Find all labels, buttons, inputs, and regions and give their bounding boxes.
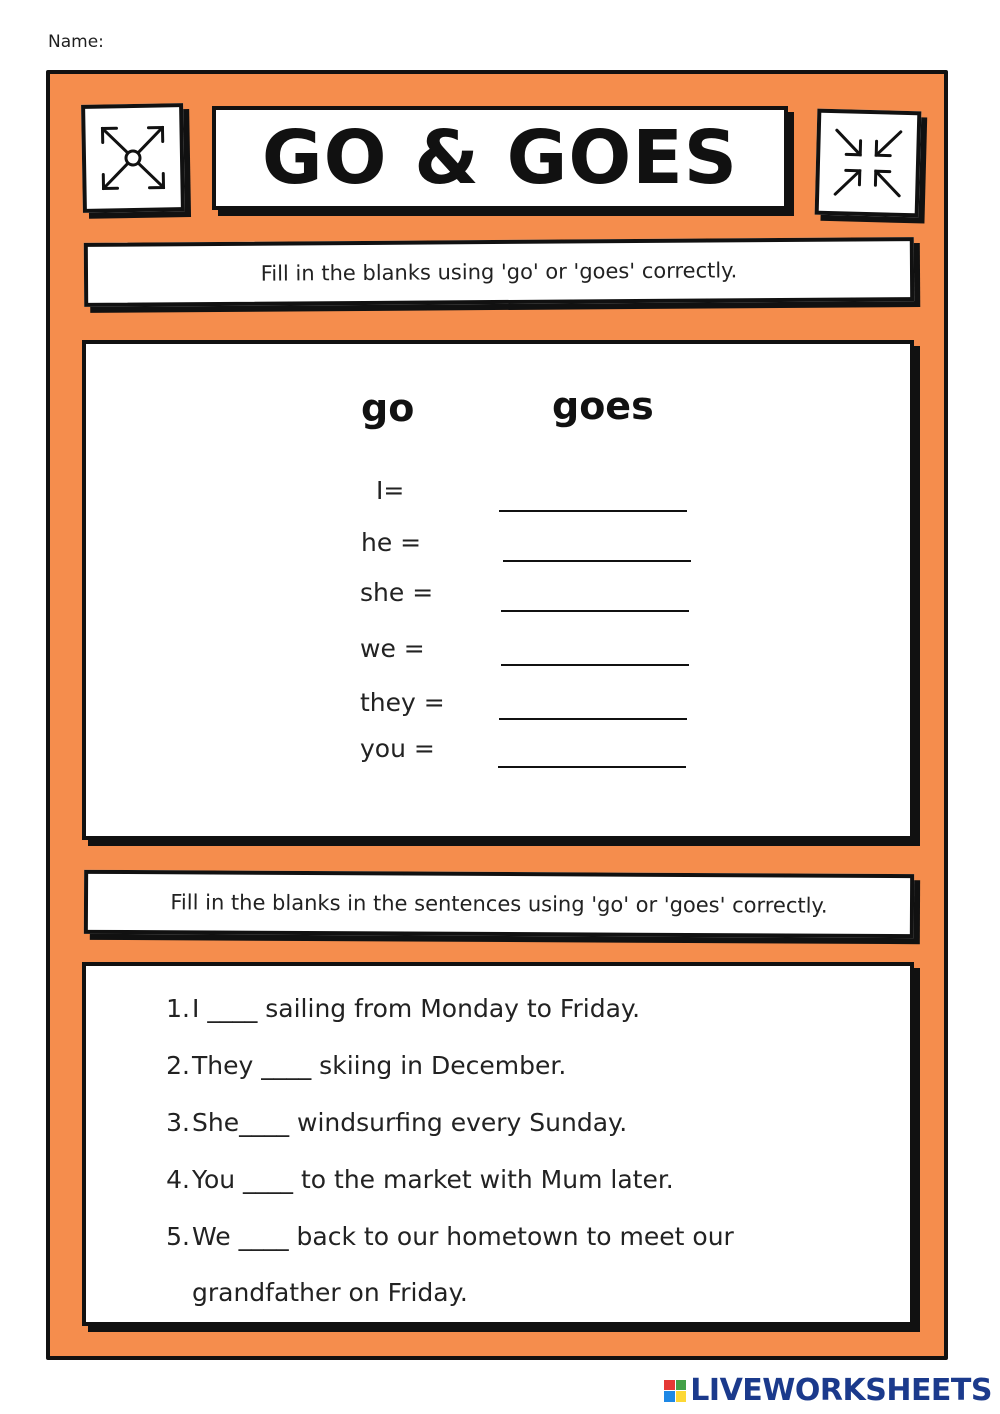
sentence-number: 5. xyxy=(166,1222,190,1251)
pronoun-card xyxy=(82,340,914,840)
answer-line-we[interactable] xyxy=(501,664,689,666)
answer-line-they[interactable] xyxy=(499,718,687,720)
column-header-go: go xyxy=(361,386,415,430)
brand-logo xyxy=(664,1373,992,1408)
sentence-number: 3. xyxy=(166,1108,190,1137)
sentence-text: She____ windsurfing every Sunday. xyxy=(192,1108,628,1137)
left-icon-box xyxy=(81,103,185,213)
answer-line-he[interactable] xyxy=(503,560,691,562)
sentence-text: We ____ back to our hometown to meet our xyxy=(192,1222,734,1251)
sentence-1 xyxy=(160,994,640,1023)
answer-line-she[interactable] xyxy=(501,610,689,612)
pronoun-they: they = xyxy=(360,688,445,717)
title-box xyxy=(212,106,788,210)
sentence-text: You ____ to the market with Mum later. xyxy=(192,1165,674,1194)
sentence-number: 1. xyxy=(166,994,190,1023)
pronoun-he: he = xyxy=(361,528,422,557)
sentence-2 xyxy=(160,1051,566,1080)
sentence-3 xyxy=(160,1108,627,1137)
orange-frame xyxy=(46,70,948,1360)
name-label: Name: xyxy=(48,32,104,52)
column-header-goes: goes xyxy=(552,384,654,428)
sentence-4 xyxy=(160,1165,674,1194)
pronoun-she: she = xyxy=(360,578,434,607)
sentence-5 xyxy=(160,1222,734,1251)
answer-line-you[interactable] xyxy=(498,766,686,768)
page-title: GO & GOES xyxy=(261,115,739,201)
pronoun-we: we = xyxy=(360,634,425,663)
collapse-arrows-icon xyxy=(829,124,907,202)
right-icon-box xyxy=(815,109,922,218)
sentence-number: 4. xyxy=(166,1165,190,1194)
pronoun-you: you = xyxy=(360,734,435,763)
sentence-number: 2. xyxy=(166,1051,190,1080)
sentence-text: I ____ sailing from Monday to Friday. xyxy=(192,994,641,1023)
pronoun-i: I= xyxy=(376,476,405,505)
liveworksheets-icon xyxy=(664,1380,686,1402)
sentence-text: They ____ skiing in December. xyxy=(192,1051,567,1080)
instruction-text-2: Fill in the blanks in the sentences using 'go' or 'goes' correctly. xyxy=(170,890,828,918)
answer-line-i[interactable] xyxy=(499,510,687,512)
expand-arrows-icon xyxy=(96,121,169,194)
sentence-5-continuation: grandfather on Friday. xyxy=(192,1278,468,1307)
instruction-box-1 xyxy=(84,237,914,307)
instruction-box-2 xyxy=(84,870,914,938)
instruction-text-1: Fill in the blanks using 'go' or 'goes' correctly. xyxy=(260,258,738,286)
brand-text: LIVEWORKSHEETS xyxy=(690,1373,992,1408)
sentences-card xyxy=(82,962,914,1326)
